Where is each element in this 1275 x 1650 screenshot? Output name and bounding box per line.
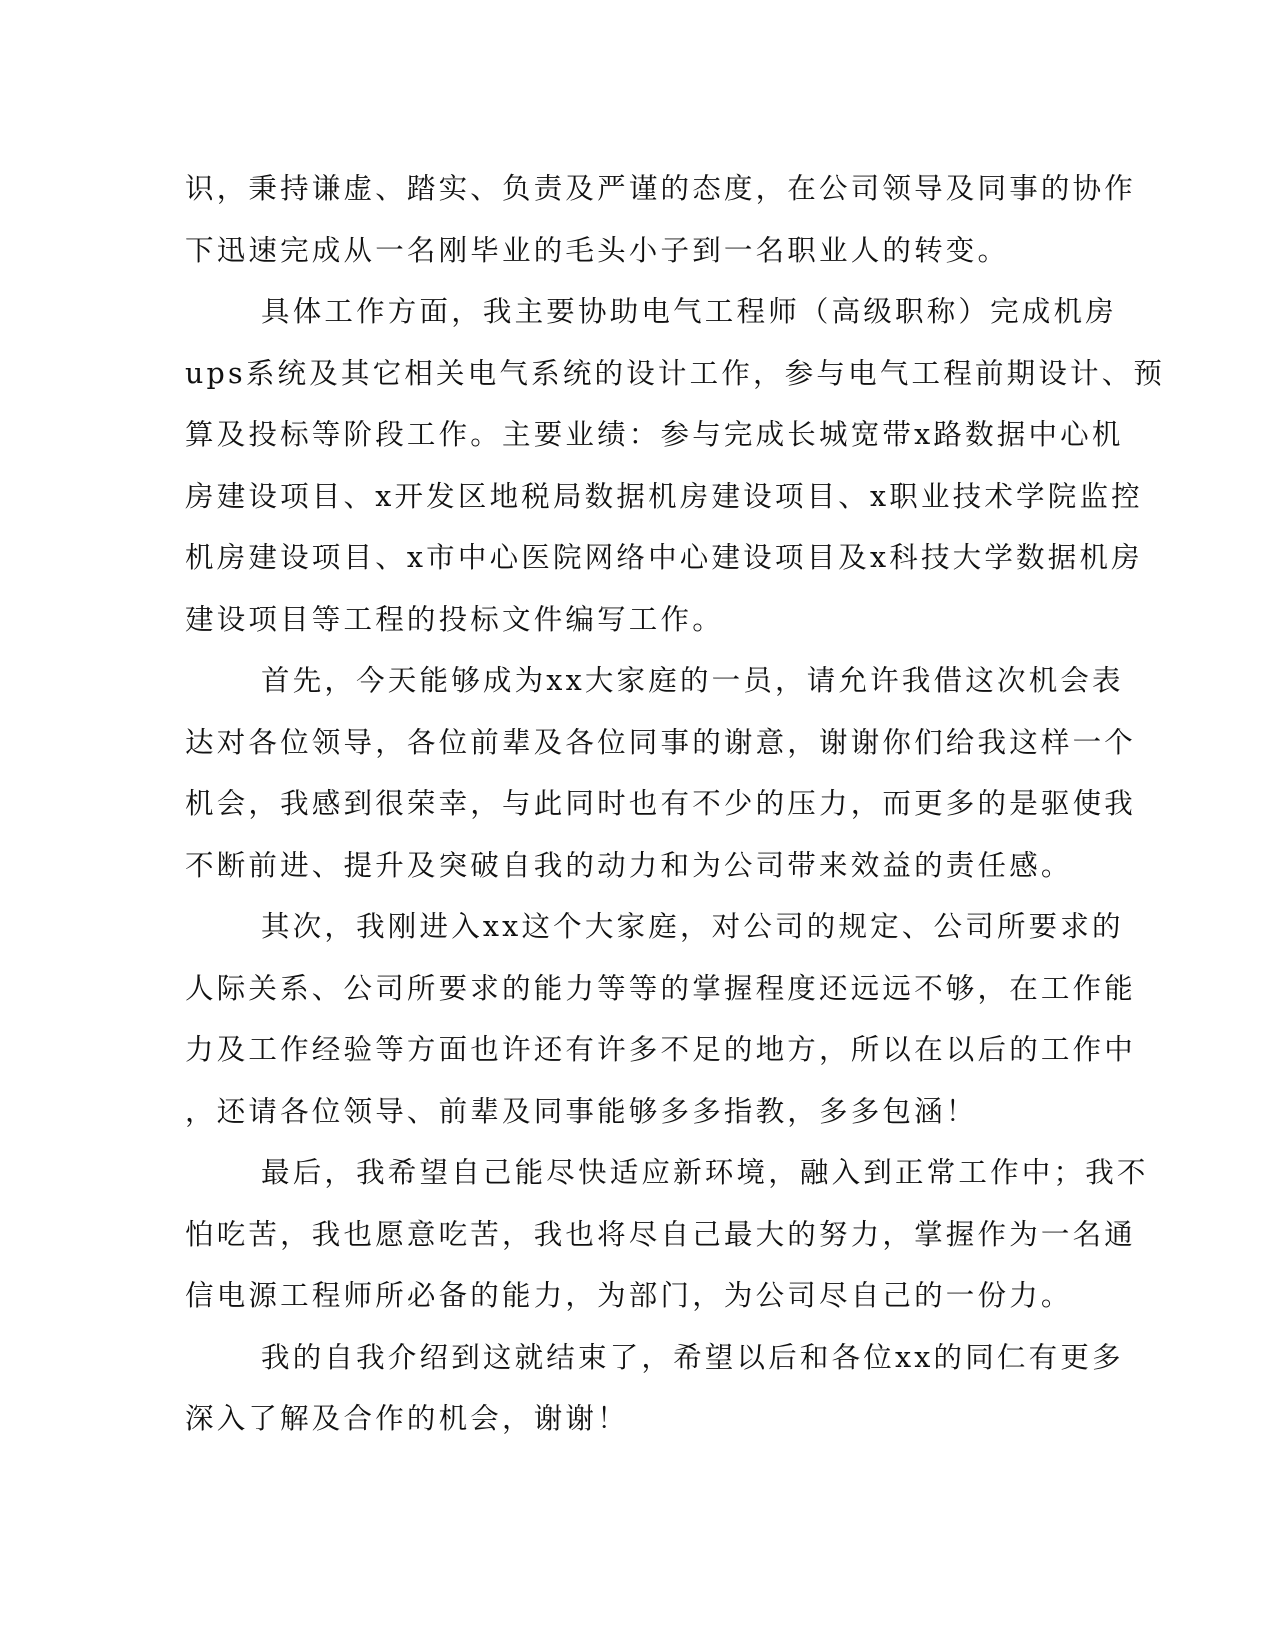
text-line: 具体工作方面，我主要协助电气工程师（高级职称）完成机房	[261, 295, 1117, 328]
text-line: 下迅速完成从一名刚毕业的毛头小子到一名职业人的转变。	[185, 233, 1010, 267]
text-line: 信电源工程师所必备的能力，为部门，为公司尽自己的一份力。	[185, 1279, 1073, 1312]
text-line: 建设项目等工程的投标文件编写工作。	[185, 602, 724, 636]
paragraph-3	[185, 650, 1137, 896]
text-line: 机会，我感到很荣幸，与此同时也有不少的压力，而更多的是驱使我	[185, 787, 1137, 820]
text-line: 算及投标等阶段工作。主要业绩：参与完成长城宽带x路数据中心机	[185, 418, 1124, 451]
paragraph-2	[185, 281, 1166, 650]
text-line: 人际关系、公司所要求的能力等等的掌握程度还远远不够，在工作能	[185, 971, 1137, 1005]
paragraph-6	[185, 1327, 1124, 1450]
text-line: 其次，我刚进入xx这个大家庭，对公司的规定、公司所要求的	[261, 910, 1124, 943]
text-line: 房建设项目、x开发区地税局数据机房建设项目、x职业技术学院监控	[185, 479, 1143, 513]
paragraph-5	[185, 1142, 1149, 1327]
text-line: 怕吃苦，我也愿意吃苦，我也将尽自己最大的努力，掌握作为一名通	[185, 1217, 1137, 1251]
text-line: 我的自我介绍到这就结束了，希望以后和各位xx的同仁有更多	[261, 1340, 1124, 1374]
text-line: 首先，今天能够成为xx大家庭的一员，请允许我借这次机会表	[261, 664, 1124, 697]
document-body	[185, 158, 1166, 1450]
paragraph-1	[185, 158, 1137, 281]
text-line: 识，秉持谦虚、踏实、负责及严谨的态度，在公司领导及同事的协作	[185, 172, 1137, 205]
text-line: 最后，我希望自己能尽快适应新环境，融入到正常工作中；我不	[261, 1156, 1149, 1189]
paragraph-4	[185, 896, 1137, 1142]
text-line: 力及工作经验等方面也许还有许多不足的地方，所以在以后的工作中	[185, 1033, 1137, 1066]
text-line: ups系统及其它相关电气系统的设计工作，参与电气工程前期设计、预	[185, 356, 1166, 390]
text-line: 达对各位领导，各位前辈及各位同事的谢意，谢谢你们给我这样一个	[185, 725, 1137, 759]
text-line: 机房建设项目、x市中心医院网络中心建设项目及x科技大学数据机房	[185, 541, 1143, 574]
text-line: ，还请各位领导、前辈及同事能够多多指教，多多包涵！	[185, 1094, 978, 1128]
text-line: 不断前进、提升及突破自我的动力和为公司带来效益的责任感。	[185, 848, 1073, 882]
text-line: 深入了解及合作的机会，谢谢！	[185, 1402, 629, 1435]
